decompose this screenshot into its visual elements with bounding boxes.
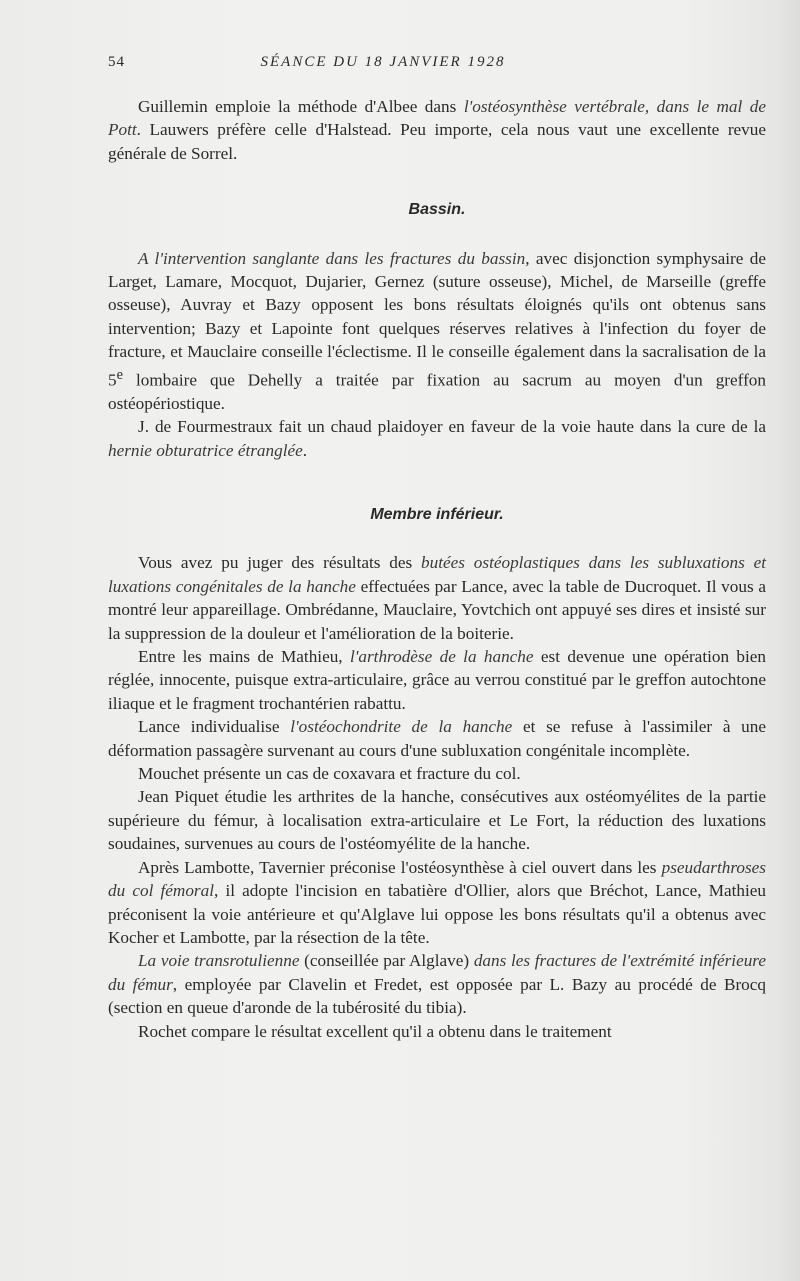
paragraph-arthrodese: Entre les mains de Mathieu, l'arthrodèse de la hanche est devenue une opération bien réglée, innocente, puisque extra-articulaire, grâce au verrou constitué par le greffon autochtone iliaque et le fragment trochantérien rabattu. xyxy=(108,647,766,713)
paragraph-rochet: Rochet compare le résultat excellent qu'il a obtenu dans le traitement xyxy=(138,1021,612,1041)
paragraph-mouchet: Mouchet présente un cas de coxavara et fracture du col. xyxy=(138,764,521,784)
paragraph-transrotulienne: La voie transrotulienne (conseillée par Alglave) dans les fractures de l'extrémité inférieure du fémur, employée par Clavelin et Fredet, est opposée par L. Bazy au procédé de Brocq (section en queue d'aronde de la tubérosité du tibia). xyxy=(108,951,766,1018)
running-head xyxy=(108,54,768,78)
paragraph-butees: Vous avez pu juger des résultats des butées ostéoplastiques dans les subluxations et luxations congénitales de la hanche effectuées par Lance, avec la table de Ducroquet. Il vous a montré leur appareillage. Ombrédanne, Mauclaire, Yovtchich ont appuyé ses dires et insisté sur la suppression de la douleur et l'amélioration de la boiterie. xyxy=(108,553,767,643)
section-heading-membre-inferieur: Membre inférieur. xyxy=(370,506,504,524)
paragraph-guillemin: Guillemin emploie la méthode d'Albee dans l'ostéosynthèse vertébrale, dans le mal de Pott. Lauwers préfère celle d'Halstead. Peu importe, cela nous vaut une excellente revue générale de Sorrel. xyxy=(108,97,767,163)
body-text xyxy=(108,95,766,1043)
page-number: 54 xyxy=(108,54,125,70)
paragraph-bassin-intervention: A l'intervention sanglante dans les fractures du bassin, avec disjonction symphysaire de Larget, Lamare, Mocquot, Dujarier, Gernez (suture osseuse), Michel, de Marseille (greffe osseuse), Auvray et Bazy opposent les bons résultats éloignés qu'ils ont obtenus sans intervention; Bazy et Lapointe font quelques réserves relatives à l'infection du foyer de fracture, et Mauclaire conseille l'éclectisme. Il le conseille également dans la sacralisation de la 5e lombaire que Dehelly a traitée par fixation au sacrum au moyen d'un greffon ostéopériostique. xyxy=(108,248,767,413)
paragraph-osteochondrite: Lance individualise l'ostéochondrite de la hanche et se refuse à l'assimiler à une déformation passagère survenant au cours d'une subluxation congénitale incomplète. xyxy=(108,717,766,760)
paragraph-fourmestraux: J. de Fourmestraux fait un chaud plaidoyer en faveur de la voie haute dans la cure de la hernie obturatrice étranglée. xyxy=(108,417,766,460)
running-title: SÉANCE DU 18 JANVIER 1928 xyxy=(260,54,506,70)
paragraph-piquet: Jean Piquet étudie les arthrites de la hanche, consécutives aux ostéomyélites de la partie supérieure du fémur, à localisation extra-articulaire et Le Fort, la réduction des luxations soudaines, survenues au cours de l'ostéomyélite de la hanche. xyxy=(108,787,766,854)
section-heading-bassin: Bassin. xyxy=(408,201,466,219)
paragraph-lambotte: Après Lambotte, Tavernier préconise l'ostéosynthèse à ciel ouvert dans les pseudarthroses du col fémoral, il adopte l'incision en tabatière d'Ollier, alors que Bréchot, Lance, Mathieu préconisent la voie antérieure et qu'Alglave lui oppose les bons résultats qu'il a obtenus avec Kocher et Lambotte, par la résection de la tête. xyxy=(108,857,766,947)
